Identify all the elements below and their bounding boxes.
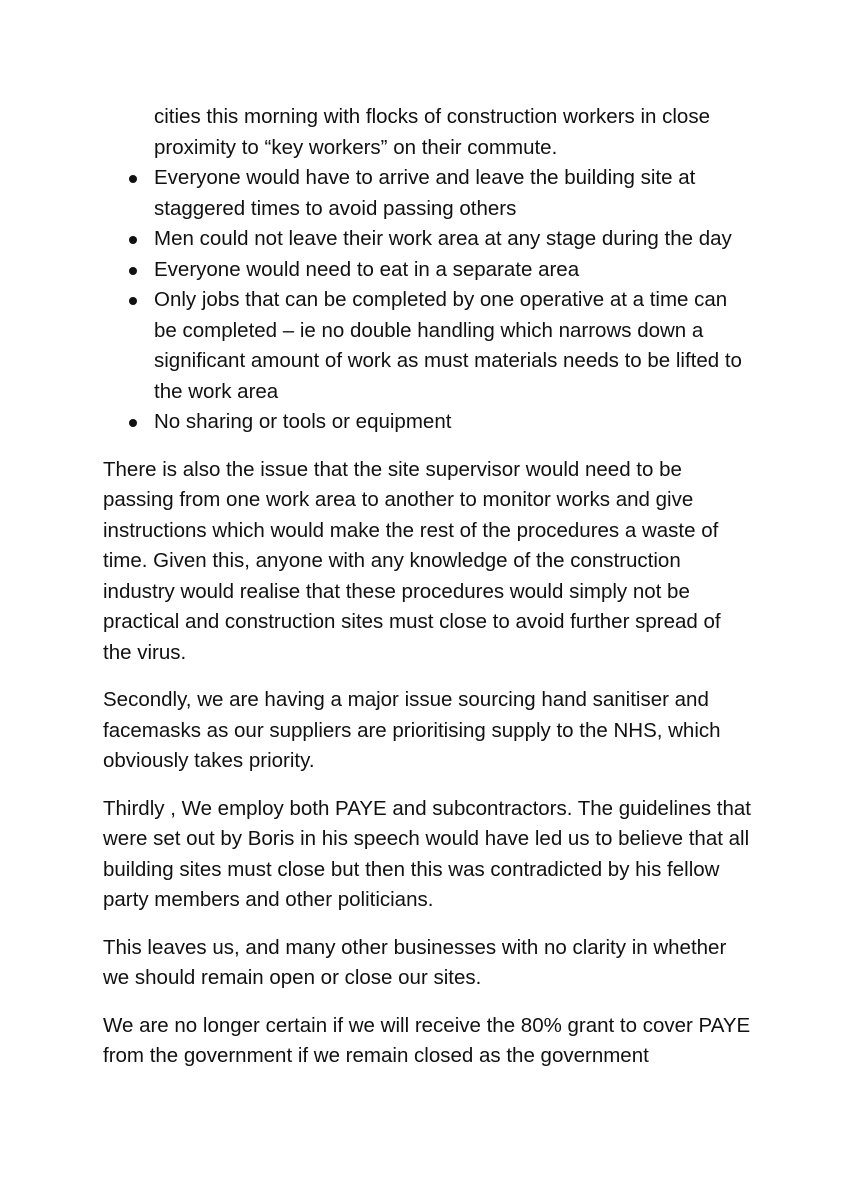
- paragraph-thirdly: Thirdly , We employ both PAYE and subcontractors. The guidelines that were set out by Boris in his speech would have led us to believe that all building sites must close but then this was contradicted by his fellow party members and other politicians.: [103, 796, 751, 911]
- bullet-item: [103, 285, 753, 407]
- bullet-icon: [129, 419, 137, 427]
- bullet-item: [103, 163, 753, 224]
- bullet-icon: [129, 175, 137, 183]
- bullet-text: Men could not leave their work area at any stage during the day: [154, 227, 732, 250]
- paragraph-site-supervisor: There is also the issue that the site supervisor would need to be passing from one work area to another to monitor works and give instructions which would make the rest of the procedures a waste of time. Given this, anyone with any knowledge of the construction industry would realise that these procedures would simply not be practical and construction sites must close to avoid further spread of the virus.: [103, 457, 721, 664]
- bullet-icon: [129, 267, 137, 275]
- bullet-item: [103, 224, 753, 255]
- document-body: [103, 102, 753, 1089]
- bullet-icon: [129, 236, 137, 244]
- bullet-text: Everyone would need to eat in a separate area: [154, 257, 580, 281]
- bullet-list: [103, 163, 753, 438]
- bullet-text: Everyone would have to arrive and leave the building site at staggered times to avoid passing others: [154, 166, 696, 220]
- paragraph-no-clarity: This leaves us, and many other businesses with no clarity in whether we should remain open or close our sites.: [103, 935, 727, 989]
- bullet-icon: [129, 297, 137, 305]
- bullet-item: [103, 407, 753, 438]
- continuation-text: cities this morning with flocks of construction workers in close proximity to “key workers” on their commute.: [154, 105, 710, 159]
- paragraph-grant: We are no longer certain if we will receive the 80% grant to cover PAYE from the government if we remain closed as the government: [103, 1013, 751, 1067]
- bullet-text: No sharing or tools or equipment: [154, 410, 452, 433]
- paragraph-secondly: Secondly, we are having a major issue sourcing hand sanitiser and facemasks as our suppliers are prioritising supply to the NHS, which obviously takes priority.: [103, 688, 721, 772]
- bullet-item: [103, 255, 753, 286]
- bullet-text: Only jobs that can be completed by one operative at a time can be completed – ie no double handling which narrows down a significant amount of work as must materials needs to be lifted to the work area: [154, 288, 742, 403]
